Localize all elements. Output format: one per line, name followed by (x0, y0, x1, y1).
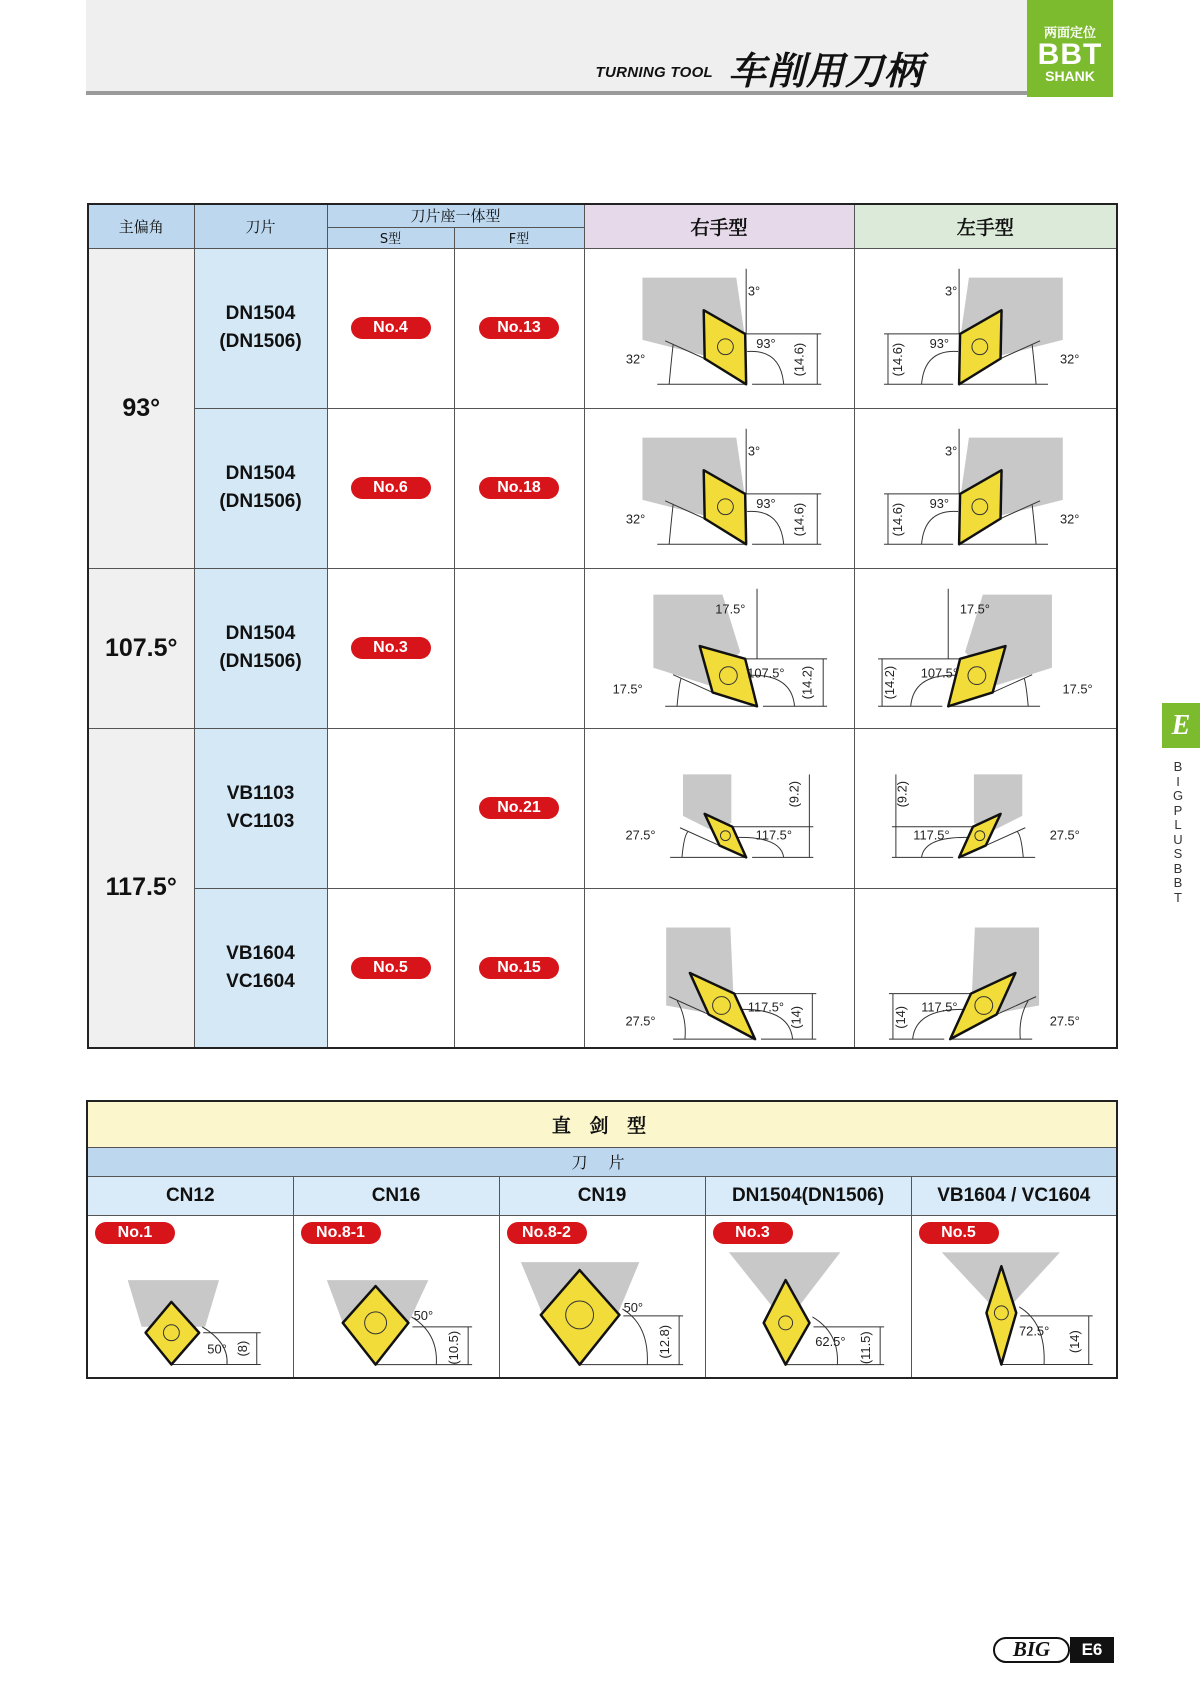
right-hand-diagram (584, 888, 854, 1048)
side-letter: P (1173, 802, 1183, 818)
big-logo: BIG (993, 1637, 1070, 1663)
height-label: (14.6) (790, 342, 806, 377)
badge-bottom: SHANK (1045, 68, 1095, 84)
top-angle-label: 3° (944, 283, 957, 299)
table-row (88, 568, 1117, 728)
f-type-badge[interactable]: No.18 (479, 477, 559, 499)
edge-angle-arc (921, 511, 958, 544)
edge-angle-label: 117.5° (912, 827, 950, 843)
height-label: (12.8) (656, 1324, 672, 1359)
side-letter: L (1174, 817, 1182, 832)
s-type-badge[interactable]: No.4 (351, 317, 431, 339)
lead-angle-label: 32° (625, 351, 645, 367)
lead-angle-label: 32° (1059, 511, 1079, 527)
table-row (88, 888, 1117, 1048)
insert-code: VB1103 (226, 783, 295, 804)
f-type-badge[interactable]: No.13 (479, 317, 559, 339)
edge-angle-label: 107.5° (920, 665, 958, 681)
side-letter: I (1176, 773, 1180, 789)
badge-top: 两面定位 (1043, 26, 1096, 41)
f-type-cell (454, 888, 584, 1048)
f-type-cell (454, 728, 584, 888)
height-label: (11.5) (857, 1330, 873, 1364)
lead-angle-label: 27.5° (1049, 1013, 1080, 1029)
left-hand-drawing (855, 569, 1117, 727)
left-hand-drawing (855, 729, 1117, 887)
insert-code: DN1504 (225, 303, 296, 324)
lead-angle-label: 32° (625, 511, 645, 527)
s-type-cell (327, 408, 454, 568)
height-label: (14.6) (790, 502, 806, 537)
page-header (86, 0, 1027, 95)
lead-angle-arc (669, 345, 673, 385)
f-type-cell (454, 568, 584, 728)
side-letter: B (1173, 860, 1183, 876)
holder-number-badge[interactable]: No.8-2 (507, 1222, 587, 1244)
side-vertical-text (1170, 760, 1186, 905)
lead-angle-arc (1032, 345, 1036, 385)
holder-number-badge[interactable]: No.8-1 (301, 1222, 381, 1244)
height-label: (14.2) (881, 665, 897, 700)
angle-label: 50° (623, 1299, 643, 1315)
f-type-badge[interactable]: No.15 (479, 957, 559, 979)
section-tab-e[interactable]: E (1162, 703, 1200, 748)
angle-cell: 117.5° (88, 728, 194, 1048)
side-letter: B (1173, 875, 1183, 890)
insert-code: DN1504 (225, 463, 296, 484)
table-row (88, 248, 1117, 408)
header-left-hand: 左手型 (854, 204, 1117, 248)
straight-title: 直 剑 型 (87, 1101, 1117, 1147)
lead-angle-label: 32° (1059, 351, 1079, 367)
lead-angle-arc (1032, 505, 1036, 544)
insert-name: CN16 (293, 1176, 499, 1215)
angle-arc (411, 1316, 436, 1364)
angle-arc (622, 1308, 647, 1364)
s-type-cell (327, 248, 454, 408)
s-type-cell (327, 568, 454, 728)
side-letter: S (1173, 846, 1183, 861)
lead-angle-label: 17.5° (612, 681, 643, 697)
insert-code-alt: (DN1506) (219, 491, 302, 512)
header-holder-group: 刀片座一体型 (327, 204, 584, 227)
page-number: E6 (1070, 1637, 1114, 1663)
table-row (88, 728, 1117, 888)
right-hand-drawing (585, 729, 854, 887)
insert-code: DN1504 (225, 623, 296, 644)
left-hand-drawing (855, 249, 1117, 407)
straight-insert-cell (499, 1215, 705, 1378)
badge-main: BBT (1037, 38, 1103, 71)
top-angle-label: 3° (747, 283, 760, 299)
angle-label: 72.5° (1018, 1323, 1049, 1339)
insert-cell (194, 568, 327, 728)
insert-name: DN1504(DN1506) (705, 1176, 911, 1215)
holder-table (87, 203, 1118, 1049)
f-type-cell (454, 248, 584, 408)
straight-insert-cell (911, 1215, 1117, 1378)
insert-code-alt: (DN1506) (219, 651, 302, 672)
holder-number-badge[interactable]: No.5 (919, 1222, 999, 1244)
right-hand-drawing (585, 409, 854, 567)
straight-insert-cell (705, 1215, 911, 1378)
lead-angle-label: 27.5° (624, 1013, 656, 1029)
bbt-shank-badge (1027, 0, 1113, 97)
angle-label: 62.5° (814, 1333, 846, 1349)
right-hand-diagram (584, 248, 854, 408)
insert-name: CN19 (499, 1176, 705, 1215)
insert-subheader: 刀 片 (87, 1147, 1117, 1176)
right-hand-drawing (585, 249, 854, 407)
edge-angle-label: 93° (755, 335, 776, 351)
insert-name: CN12 (87, 1176, 293, 1215)
side-letter: T (1174, 889, 1182, 905)
insert-code: VB1604 (226, 942, 295, 964)
edge-angle-arc (747, 511, 784, 544)
left-hand-diagram (854, 568, 1117, 728)
height-label: (14) (892, 1005, 908, 1029)
top-angle-label: 3° (944, 443, 957, 459)
s-type-badge[interactable]: No.6 (351, 477, 431, 499)
edge-angle-label: 117.5° (920, 999, 957, 1015)
footer (993, 1637, 1114, 1663)
right-hand-diagram (584, 408, 854, 568)
side-letter: U (1173, 831, 1183, 847)
left-hand-drawing (855, 409, 1117, 567)
header-right-hand: 右手型 (584, 204, 854, 248)
angle-label: 50° (207, 1341, 227, 1357)
angle-cell: 107.5° (88, 568, 194, 728)
top-angle-label: 17.5° (959, 601, 990, 617)
f-type-badge[interactable]: No.21 (479, 797, 559, 819)
right-hand-diagram (584, 728, 854, 888)
edge-angle-label: 117.5° (747, 999, 784, 1015)
height-label: (9.2) (894, 780, 910, 808)
height-label: (14) (1066, 1329, 1082, 1353)
s-type-cell (327, 728, 454, 888)
lead-angle-label: 27.5° (624, 827, 656, 843)
height-label: (9.2) (786, 780, 802, 808)
insert-cell (194, 248, 327, 408)
header-angle: 主偏角 (88, 204, 194, 248)
left-hand-diagram (854, 408, 1117, 568)
straight-insert-cell (87, 1215, 293, 1378)
edge-angle-arc (921, 351, 958, 384)
left-hand-diagram (854, 728, 1117, 888)
insert-name: VB1604 / VC1604 (911, 1176, 1117, 1215)
s-type-badge[interactable]: No.5 (351, 957, 431, 979)
edge-angle-label: 93° (755, 495, 776, 511)
height-label: (8) (234, 1340, 250, 1357)
top-angle-label: 3° (747, 443, 760, 459)
height-label: (10.5) (445, 1330, 461, 1365)
lead-angle-label: 27.5° (1049, 827, 1080, 843)
table-row (88, 408, 1117, 568)
side-letter: G (1172, 788, 1184, 803)
top-angle-label: 17.5° (714, 601, 745, 617)
height-label: (14.6) (889, 342, 905, 377)
left-hand-diagram (854, 888, 1117, 1048)
right-hand-diagram (584, 568, 854, 728)
lead-angle-label: 17.5° (1062, 681, 1093, 697)
header-subtitle: TURNING TOOL (595, 64, 713, 81)
insert-cell (194, 728, 327, 888)
header-title: 车削用刀柄 (727, 49, 923, 93)
lead-angle-arc (1024, 679, 1028, 707)
angle-cell: 93° (88, 248, 194, 568)
height-label: (14.6) (889, 502, 905, 537)
edge-angle-label: 117.5° (755, 827, 792, 843)
height-label: (14.2) (798, 665, 814, 700)
straight-insert-cell (293, 1215, 499, 1378)
insert-cell (194, 888, 327, 1048)
angle-label: 50° (413, 1307, 433, 1323)
s-type-badge[interactable]: No.3 (351, 637, 431, 659)
header-f-type: F型 (454, 227, 584, 248)
lead-angle-arc (1017, 832, 1023, 858)
insert-code-alt: VC1103 (226, 811, 295, 832)
left-hand-diagram (854, 248, 1117, 408)
s-type-cell (327, 888, 454, 1048)
side-letter: B (1173, 759, 1183, 774)
header-insert: 刀片 (194, 204, 327, 248)
holder-number-badge[interactable]: No.3 (713, 1222, 793, 1244)
insert-code-alt: (DN1506) (219, 331, 302, 352)
lead-angle-arc (669, 505, 673, 544)
lead-angle-arc (681, 832, 687, 858)
height-label: (14) (787, 1005, 803, 1029)
edge-angle-label: 93° (929, 335, 949, 351)
left-hand-drawing (855, 889, 1117, 1047)
f-type-cell (454, 408, 584, 568)
edge-angle-label: 93° (929, 495, 949, 511)
edge-angle-arc (747, 351, 784, 384)
straight-shank-table (86, 1100, 1118, 1379)
right-hand-drawing (585, 569, 854, 727)
holder-number-badge[interactable]: No.1 (95, 1222, 175, 1244)
lead-angle-arc (677, 679, 681, 707)
right-hand-drawing (585, 889, 854, 1047)
header-s-type: S型 (327, 227, 454, 248)
insert-code-alt: VC1604 (226, 970, 295, 992)
edge-angle-label: 107.5° (746, 665, 785, 681)
insert-cell (194, 408, 327, 568)
